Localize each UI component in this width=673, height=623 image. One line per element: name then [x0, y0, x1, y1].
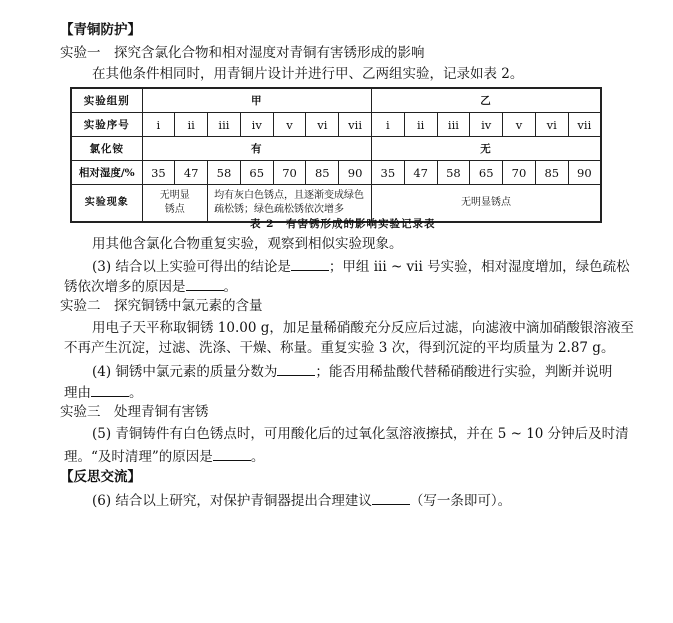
repeat-note: 用其他含氯化合物重复实验，观察到相似实验现象。: [92, 236, 403, 252]
row-label-observation: 实验现象: [71, 185, 142, 223]
table-row-seq: [71, 113, 601, 137]
question-4-line1: [92, 362, 612, 380]
nh4cl-a-cell: 有: [142, 137, 371, 161]
seq-cell: i: [142, 113, 175, 137]
group-a-header: 甲: [142, 88, 371, 113]
row-label-humidity: 相对湿度/%: [71, 161, 142, 185]
q3-text-b: ；甲组 iii ~ vii 号实验，相对湿度增加，绿色疏松: [328, 259, 630, 275]
seq-cell: ii: [175, 113, 208, 137]
q3-answer-blank-1[interactable]: [291, 257, 329, 271]
humidity-cell: 47: [404, 161, 437, 185]
question-3-line1: [92, 257, 630, 275]
question-3-line2: [64, 277, 237, 295]
record-table: [70, 87, 602, 223]
q4-text-c: 理由: [64, 385, 91, 401]
humidity-cell: 85: [306, 161, 339, 185]
experiment-2-title: 实验二 探究铜锈中氯元素的含量: [60, 298, 263, 314]
section-header-bronze-protection: 【青铜防护】: [60, 22, 141, 38]
q6-text-a: (6) 结合以上研究，对保护青铜器提出合理建议: [92, 493, 372, 509]
seq-cell: vii: [568, 113, 601, 137]
q6-text-b: （写一条即可）。: [409, 493, 512, 509]
experiment-1-intro: 在其他条件相同时，用青铜片设计并进行甲、乙两组实验，记录如表 2。: [92, 66, 524, 82]
humidity-cell: 90: [568, 161, 601, 185]
humidity-cell: 47: [175, 161, 208, 185]
question-4-line2: [64, 383, 143, 401]
experiment-1-title: 实验一 探究含氯化合物和相对湿度对青铜有害锈形成的影响: [60, 45, 425, 61]
seq-cell: iv: [470, 113, 503, 137]
q4-answer-blank-2[interactable]: [91, 383, 129, 397]
humidity-cell: 58: [208, 161, 241, 185]
nh4cl-b-cell: 无: [371, 137, 601, 161]
q6-answer-blank[interactable]: [372, 491, 410, 505]
q5-answer-blank[interactable]: [213, 447, 251, 461]
q4-text-b: ；能否用稀盐酸代替稀硝酸进行实验，判断并说明: [315, 364, 613, 380]
q3-text-c: 锈依次增多的原因是: [64, 279, 186, 295]
table-row-humidity: [71, 161, 601, 185]
table-row-group: [71, 88, 601, 113]
humidity-cell: 58: [437, 161, 470, 185]
humidity-cell: 90: [339, 161, 372, 185]
seq-cell: vi: [535, 113, 568, 137]
obs-a2-line1: 均有灰白色锈点，且逐渐变成绿色: [214, 190, 365, 201]
seq-cell: iv: [240, 113, 273, 137]
question-6-line: [92, 491, 511, 509]
row-label-nh4cl: 氯化铵: [71, 137, 142, 161]
q3-period: 。: [223, 279, 237, 295]
seq-cell: iii: [437, 113, 470, 137]
group-b-header: 乙: [371, 88, 601, 113]
row-label-group: 实验组别: [71, 88, 142, 113]
experiment-3-title: 实验三 处理青铜有害锈: [60, 404, 209, 420]
section-header-reflection: 【反思交流】: [60, 469, 141, 485]
seq-cell: vi: [306, 113, 339, 137]
humidity-cell: 70: [273, 161, 306, 185]
humidity-cell: 70: [503, 161, 536, 185]
obs-a2-line2: 疏松锈；绿色疏松锈依次增多: [214, 204, 345, 215]
seq-cell: v: [503, 113, 536, 137]
q5-text-b: 理。“及时清理”的原因是: [64, 449, 213, 465]
q5-period: 。: [250, 449, 265, 465]
humidity-cell: 65: [470, 161, 503, 185]
experiment-2-line1: 用电子天平称取铜锈 10.00 g，加足量稀硝酸充分反应后过滤，向滤液中滴加硝酸银溶液至: [92, 320, 634, 336]
table-row-nh4cl: [71, 137, 601, 161]
q3-text-a: (3) 结合以上实验可得出的结论是: [92, 259, 291, 275]
seq-cell: i: [371, 113, 404, 137]
humidity-cell: 65: [240, 161, 273, 185]
humidity-cell: 85: [535, 161, 568, 185]
obs-a1-cell: [142, 185, 208, 223]
seq-cell: vii: [339, 113, 372, 137]
question-5-line1: (5) 青铜铸件有白色锈点时，可用酸化后的过氧化氢溶液擦拭，并在 5 ~ 10 分钟后及时清: [92, 426, 629, 442]
seq-cell: ii: [404, 113, 437, 137]
humidity-cell: 35: [142, 161, 175, 185]
experiment-2-line2: 不再产生沉淀，过滤、洗涤、干燥、称量。重复实验 3 次，得到沉淀的平均质量为 2.87 g。: [64, 340, 615, 356]
q4-period: 。: [129, 385, 143, 401]
q4-text-a: (4) 铜锈中氯元素的质量分数为: [92, 364, 278, 380]
obs-b-cell: 无明显锈点: [371, 185, 601, 223]
table-caption: 表 2 有害锈形成的影响实验记录表: [250, 218, 436, 230]
question-5-line2: [64, 447, 264, 465]
q4-answer-blank-1[interactable]: [277, 362, 315, 376]
obs-a1-line1: 无明显: [159, 190, 190, 201]
q3-answer-blank-2[interactable]: [186, 277, 224, 291]
obs-a1-line2: 锈点: [164, 204, 185, 215]
row-label-seq: 实验序号: [71, 113, 142, 137]
seq-cell: v: [273, 113, 306, 137]
humidity-cell: 35: [371, 161, 404, 185]
seq-cell: iii: [208, 113, 241, 137]
